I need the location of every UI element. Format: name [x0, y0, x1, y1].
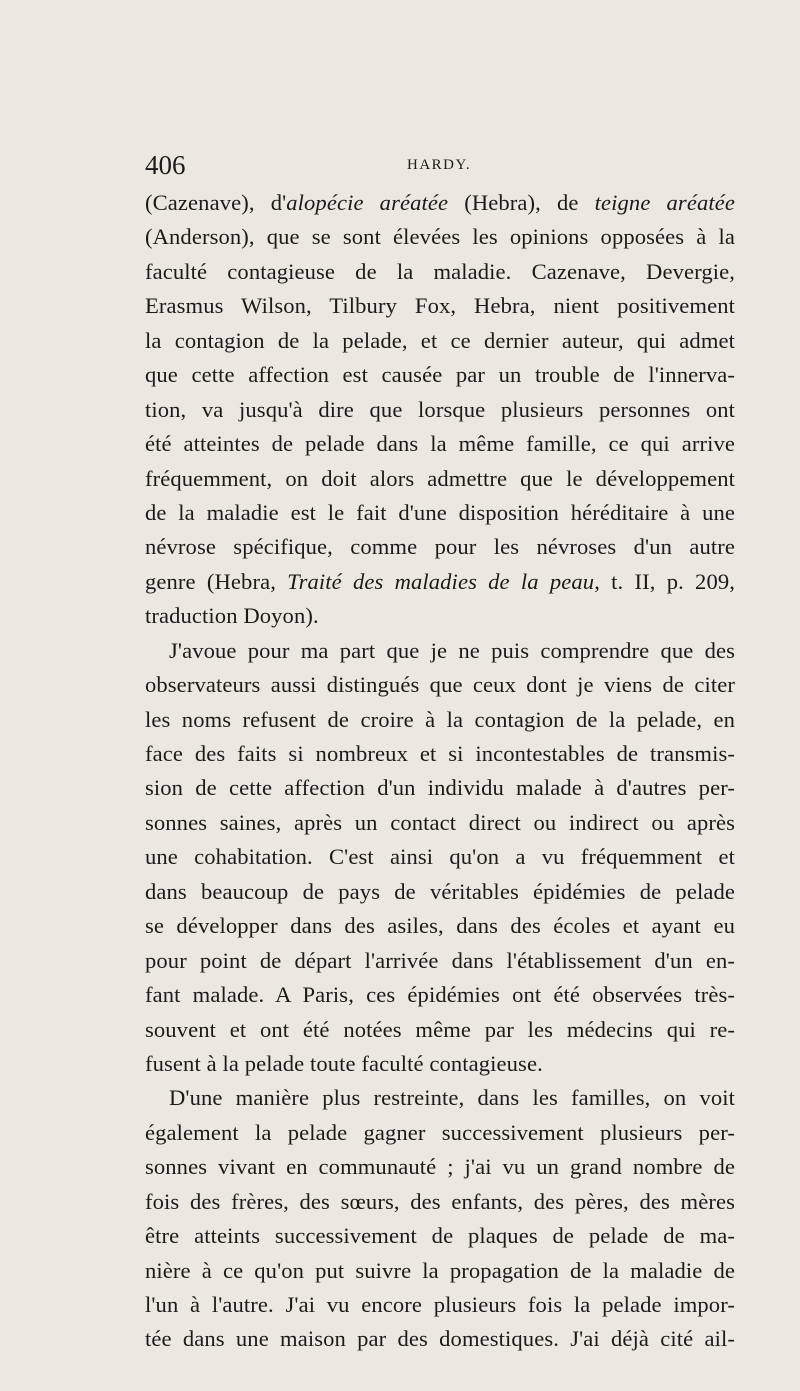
text-line — [145, 393, 735, 427]
text-segment: D'une manière plus restreinte, dans les familles, on voit — [169, 1085, 735, 1111]
text-segment: fusent à la pelade toute faculté contagieuse. — [145, 1050, 543, 1076]
text-line — [145, 255, 735, 289]
text-segment: souvent et ont été notées même par les médecins qui re- — [145, 1016, 735, 1042]
text-line — [145, 427, 735, 461]
text-line — [145, 1116, 735, 1150]
text-segment: que cette affection est causée par un trouble de l'innerva- — [145, 362, 735, 388]
text-line — [145, 944, 735, 978]
page-number: 406 — [145, 150, 186, 180]
text-line — [145, 771, 735, 805]
text-segment: Erasmus Wilson, Tilbury Fox, Hebra, nient positivement — [145, 293, 735, 319]
text-segment: la contagion de la pelade, et ce dernier auteur, qui admet — [145, 327, 735, 353]
text-segment: pour point de départ l'arrivée dans l'établissement d'un en- — [145, 947, 735, 973]
text-line — [145, 1047, 735, 1081]
text-segment: dans beaucoup de pays de véritables épidémies de pelade — [145, 878, 735, 904]
text-line — [145, 1288, 735, 1322]
text-segment: traduction Doyon). — [145, 603, 319, 629]
text-line — [145, 462, 735, 496]
text-line — [145, 1322, 735, 1356]
text-line — [145, 530, 735, 564]
text-segment: de la maladie est le fait d'une disposition héréditaire à une — [145, 499, 735, 525]
text-segment: observateurs aussi distingués que ceux dont je viens de citer — [145, 672, 735, 698]
italic-title: Traité des maladies de la peau — [287, 568, 595, 594]
text-segment: se développer dans des asiles, dans des écoles et ayant eu — [145, 913, 735, 939]
text-segment: l'un à l'autre. J'ai vu encore plusieurs fois la pelade impor- — [145, 1292, 735, 1317]
text-segment: genre (Hebra, — [145, 568, 288, 594]
text-segment: être atteints successivement de plaques de pelade de ma- — [145, 1223, 735, 1249]
text-segment: névrose spécifique, comme pour les névroses d'un autre — [145, 534, 735, 560]
italic-title: alopécie aréatée — [286, 190, 449, 215]
text-line — [145, 220, 735, 254]
text-segment: sonnes vivant en communauté ; j'ai vu un grand nombre de — [145, 1154, 735, 1180]
text-line — [145, 1081, 735, 1115]
italic-title: teigne aréatée — [594, 190, 735, 215]
text-line — [145, 289, 735, 323]
text-line — [145, 186, 735, 220]
text-line — [145, 806, 735, 840]
text-line — [145, 634, 735, 668]
text-line — [145, 909, 735, 943]
text-line — [145, 978, 735, 1012]
text-line — [145, 737, 735, 771]
text-line — [145, 1150, 735, 1184]
running-head: HARDY. — [407, 157, 472, 173]
text-segment: (Hebra), de — [448, 190, 595, 215]
body-text — [145, 186, 735, 1357]
text-line — [145, 599, 735, 633]
text-line — [145, 668, 735, 702]
text-segment: tion, va jusqu'à dire que lorsque plusieurs personnes ont — [145, 396, 735, 422]
text-segment: (Cazenave), d' — [145, 190, 287, 215]
text-segment: également la pelade gagner successivement plusieurs per- — [145, 1119, 735, 1145]
text-segment: les noms refusent de croire à la contagion de la pelade, en — [145, 706, 735, 732]
text-line — [145, 358, 735, 392]
text-segment: J'avoue pour ma part que je ne puis comprendre que des — [169, 637, 735, 663]
text-segment: une cohabitation. C'est ainsi qu'on a vu fréquemment et — [145, 844, 735, 870]
text-segment: fant malade. A Paris, ces épidémies ont été observées très- — [145, 982, 735, 1008]
page-header — [145, 150, 735, 182]
text-line — [145, 1219, 735, 1253]
text-segment: nière à ce qu'on put suivre la propagation de la maladie de — [145, 1257, 735, 1283]
text-segment: faculté contagieuse de la maladie. Cazenave, Devergie, — [145, 258, 735, 284]
text-line — [145, 565, 735, 599]
text-line — [145, 1254, 735, 1288]
text-line — [145, 1013, 735, 1047]
text-segment: sion de cette affection d'un individu malade à d'autres per- — [145, 775, 735, 801]
text-line — [145, 1185, 735, 1219]
text-segment: sonnes saines, après un contact direct ou indirect ou après — [145, 809, 735, 835]
text-line — [145, 324, 735, 358]
text-line — [145, 840, 735, 874]
text-segment: fréquemment, on doit alors admettre que le développement — [145, 465, 735, 491]
text-segment: tée dans une maison par des domestiques. J'ai déjà cité ail- — [145, 1326, 735, 1352]
text-segment: , t. II, p. 209, — [594, 568, 735, 594]
text-segment: (Anderson), que se sont élevées les opinions opposées à la — [145, 224, 735, 250]
text-segment: face des faits si nombreux et si incontestables de transmis- — [145, 741, 735, 766]
text-segment: fois des frères, des sœurs, des enfants, des pères, des mères — [145, 1188, 735, 1214]
text-line — [145, 875, 735, 909]
text-segment: été atteintes de pelade dans la même famille, ce qui arrive — [145, 431, 735, 457]
text-line — [145, 703, 735, 737]
text-line — [145, 496, 735, 530]
